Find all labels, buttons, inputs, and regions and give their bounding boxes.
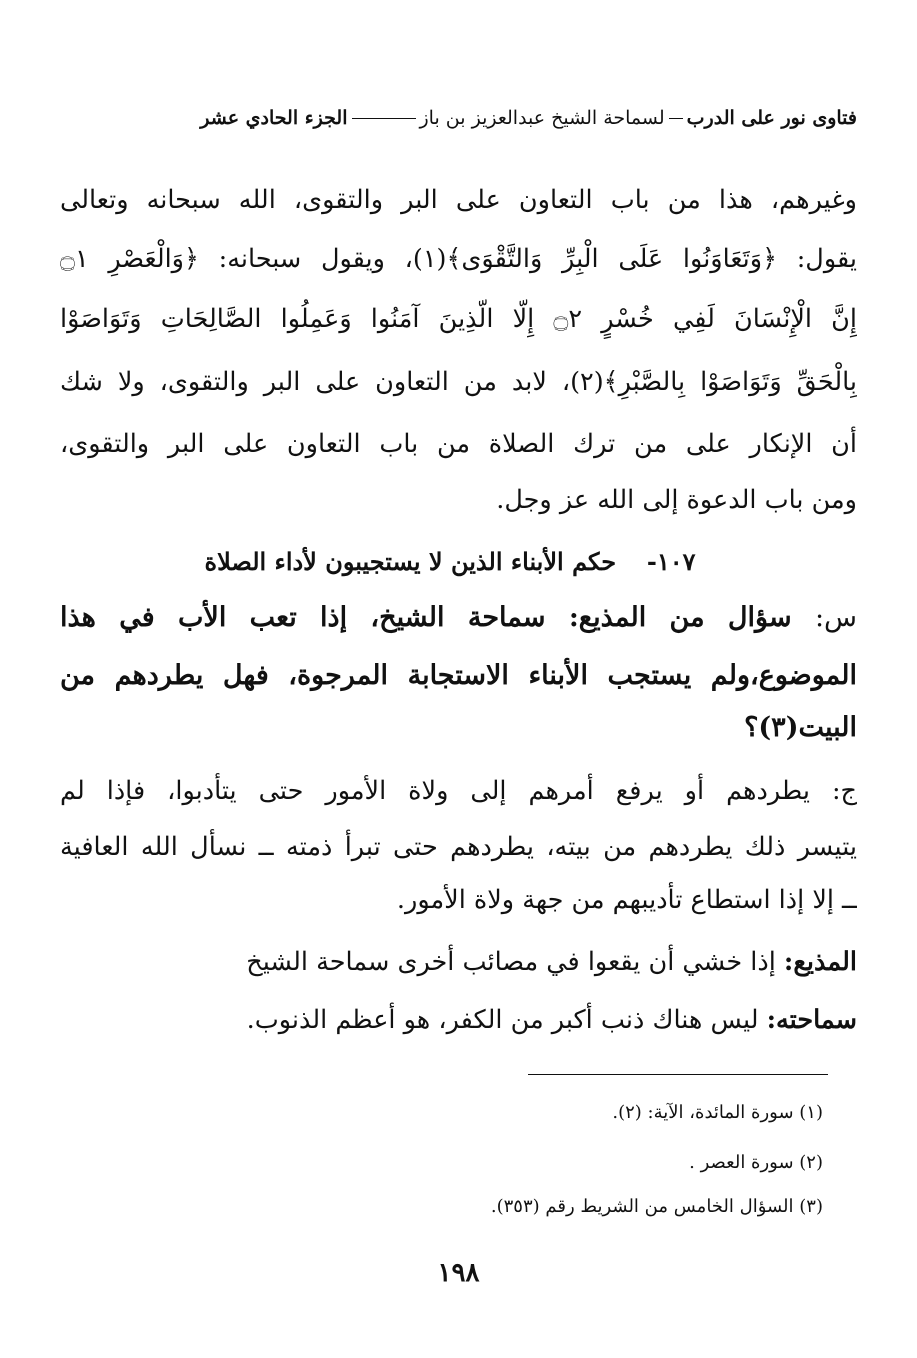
body-line-5: أن الإنكار على من ترك الصلاة من باب التعاون على البر والتقوى، [60,429,857,459]
footnote-1: (١) سورة المائدة، الآية: (٢). [612,1102,823,1123]
dialog-text-1: إذا خشي أن يقعوا في مصائب أخرى سماحة الشيخ [246,947,776,977]
running-header [62,98,857,138]
question-text-1: سؤال من المذيع: سماحة الشيخ، إذا تعب الأب في هذا [60,602,792,633]
book-title: فتاوى نور على الدرب [686,107,857,129]
answer-line-3: ــ إلا إذا استطاع تأديبهم من جهة ولاة الأمور. [396,885,857,915]
section-title: حكم الأبناء الذين لا يستجيبون لأداء الصلاة [204,547,617,576]
speaker-sheikh: سماحته: [766,1005,857,1035]
question-line-1 [60,598,857,638]
footnote-3: (٣) السؤال الخامس من الشريط رقم (٣٥٣). [490,1196,823,1217]
dialog-line-2 [60,1000,857,1040]
question-line-3: البيت(٣)؟ [744,712,857,743]
body-line-3: إِنَّ الْإِنْسَانَ لَفِي خُسْرٍ ۝٢ إِلَّا الَّذِينَ آمَنُوا وَعَمِلُوا الصَّالِحَاتِ وَتَوَاصَوْا [60,304,857,334]
author-line: لسماحة الشيخ عبدالعزيز بن باز [419,107,665,129]
footnote-2: (٢) سورة العصر . [689,1152,823,1173]
section-number: ١٠٧- [646,547,696,576]
answer-line-2: يتيسر ذلك يطردهم من بيته، يطردهم حتى تبرأ ذمته ــ نسأل الله العافية [60,832,857,862]
part-label: الجزء الحادي عشر [200,107,348,129]
page-number: ١٩٨ [437,1258,480,1288]
body-line-6: ومن باب الدعوة إلى الله عز وجل. [496,485,857,515]
header-rule [352,118,416,119]
question-line-2: الموضوع،ولم يستجب الأبناء الاستجابة المرجوة، فهل يطردهم من [60,660,857,691]
question-prefix: س: [814,602,857,633]
dialog-line-1 [60,942,857,982]
body-line-2: يقول: ﴿وَتَعَاوَنُوا عَلَى الْبِرِّ وَالتَّقْوَى﴾(١)، ويقول سبحانه: ﴿وَالْعَصْرِ ۝١ [60,244,857,274]
answer-line-1: ج: يطردهم أو يرفع أمرهم إلى ولاة الأمور حتى يتأدبوا، فإذا لم [60,776,857,806]
body-line-1: وغيرهم، هذا من باب التعاون على البر والتقوى، الله سبحانه وتعالى [60,185,857,215]
body-line-4: بِالْحَقِّ وَتَوَاصَوْا بِالصَّبْرِ﴾(٢)، لابد من التعاون على البر والتقوى، ولا شك [60,367,857,397]
dialog-text-2: ليس هناك ذنب أكبر من الكفر، هو أعظم الذنوب. [246,1005,759,1035]
header-dash [669,118,683,119]
footnote-separator [528,1074,828,1075]
speaker-broadcaster: المذيع: [783,947,857,977]
section-heading [190,542,710,582]
